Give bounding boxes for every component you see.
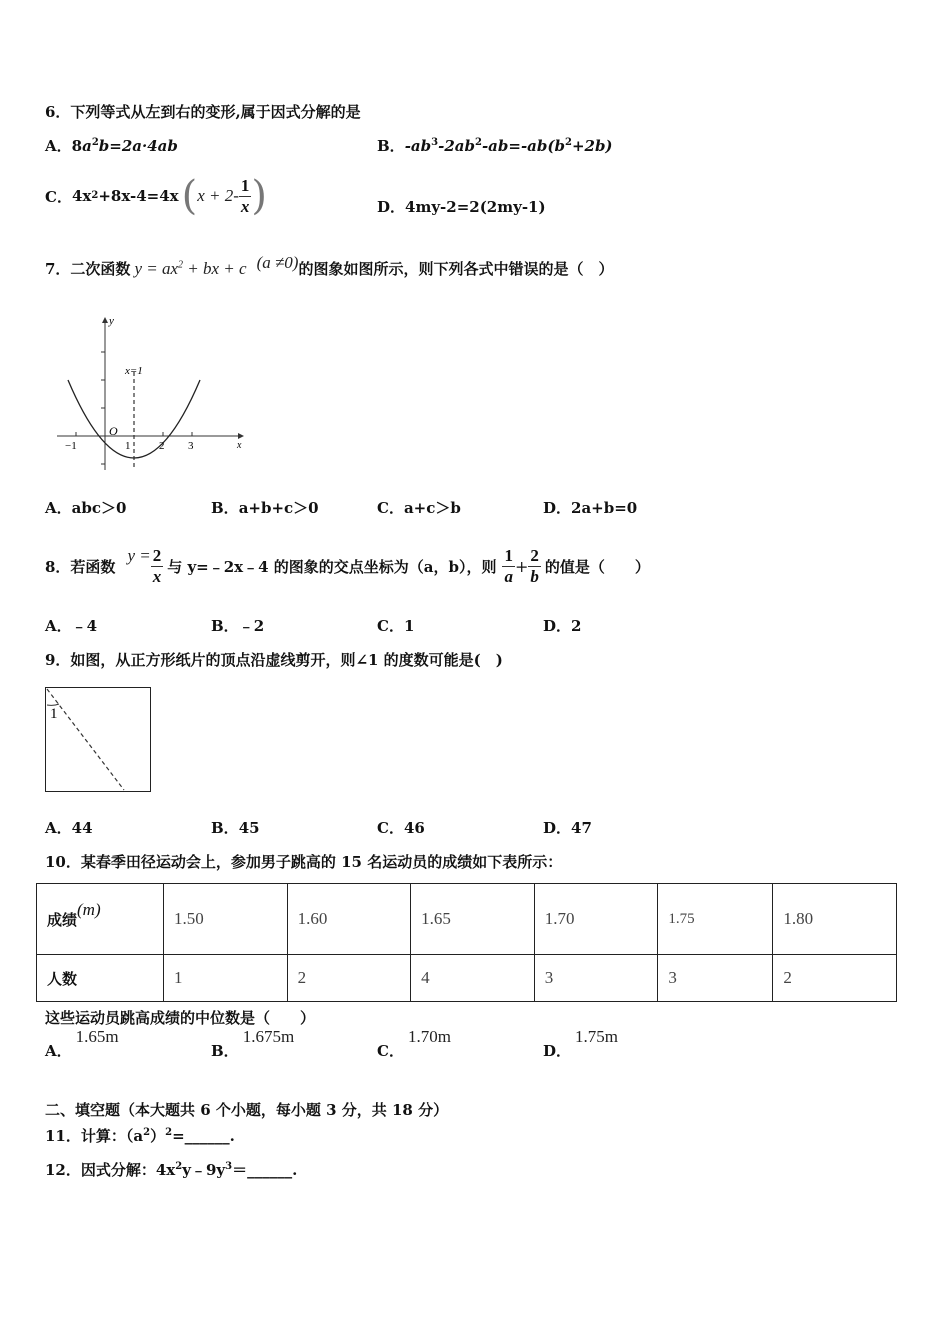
q9-option-a: A．44: [45, 819, 93, 837]
q8-option-a: A．﹣4: [45, 617, 98, 635]
table-cell: 1.65: [411, 884, 535, 955]
q11: 11．计算：$(a^2)^2=\_\_\_\_\_\_$.: [45, 1127, 235, 1145]
graph-y-label: y: [109, 315, 114, 327]
table-cell: 2: [287, 955, 411, 1002]
table-cell: 1.80: [773, 884, 897, 955]
table-cell: 1.70: [534, 884, 658, 955]
q8-fraction: $\frac{2}{x}$: [152, 545, 162, 586]
graph-x-label: x: [237, 440, 242, 451]
q9-option-c: C．46: [377, 819, 425, 837]
q8-stem: 8．若函数 y = $\frac{2}{x}$ 与 y=﹣2x﹣4 的图象的交点坐标为（a，b），则 $\frac{1}{a}$ + $\frac{2}{b}$ 的值是（ ）: [45, 545, 650, 586]
graph-tick-label: 2: [159, 440, 165, 452]
q7-formula: $y = ax^2$ + bx + c: [134, 258, 247, 278]
q12: 12．因式分解：$4x^2y﹣9y^3=\_\_\_\_\_\_$.: [45, 1161, 298, 1179]
parabola-curve: [68, 380, 200, 458]
q7-option-a: A．abc＞0: [45, 499, 127, 517]
table-header-count: 人数: [37, 955, 164, 1002]
table-cell: 3: [658, 955, 773, 1002]
q6-c-fraction: $\frac{1}{x}$: [240, 175, 250, 216]
graph-origin-label: O: [109, 424, 118, 438]
graph-tick-label: −1: [65, 440, 77, 452]
q8-option-d: D．2: [543, 617, 582, 635]
q7-stem: 7．二次函数 $y = ax^2$ + bx + c (a ≠0) 的图象如图所示，则下列各式中错误的是（ ）: [45, 252, 614, 278]
q10-option-b: B． 1.675m: [211, 1027, 295, 1060]
q6-option-b: B．$-ab^3-2ab^2-ab=-ab(b^2+2b)$: [377, 137, 613, 155]
q10-option-a: A． 1.65m: [45, 1027, 119, 1060]
q6-option-a: A．$8a^2b=2a\cdot 4ab$: [45, 137, 178, 155]
table-cell: 4: [411, 955, 535, 1002]
q9-option-b: B．45: [211, 819, 260, 837]
q8-option-c: C．1: [377, 617, 415, 635]
q8-y-equals: y =: [127, 546, 151, 565]
q7-condition: (a ≠0): [256, 252, 299, 272]
section2-title: 二、填空题（本大题共 6 个小题，每小题 3 分，共 18 分）: [45, 1101, 449, 1119]
q10-option-c: C． 1.70m: [377, 1027, 451, 1060]
q9-stem: 9．如图，从正方形纸片的顶点沿虚线剪开，则∠1 的度数可能是( ): [45, 651, 503, 669]
q9-square-figure: [45, 687, 151, 792]
angle-label: 1: [50, 706, 58, 722]
table-cell: 1: [164, 955, 288, 1002]
graph-tick-label: 1: [125, 440, 131, 452]
graph-symmetry-label: x=1: [125, 365, 143, 377]
table-cell: 2: [773, 955, 897, 1002]
table-cell: 1.60: [287, 884, 411, 955]
q6-option-d: D．4my-2=2(2my-1): [377, 198, 546, 216]
q6-c-expression: x + 2-: [197, 186, 239, 205]
q7-parabola-graph: [55, 312, 255, 472]
q6-option-c: C． 4x 2 +8x-4=4x ( x + 2- $\frac{1}{x}$ ): [45, 173, 268, 219]
table-row: [37, 884, 897, 955]
q8-fraction-2-over-b: $\frac{2}{b}$: [530, 545, 539, 586]
q9-option-d: D．47: [543, 819, 592, 837]
table-cell: 3: [534, 955, 658, 1002]
q10-question: 这些运动员跳高成绩的中位数是（ ）: [45, 1009, 316, 1027]
graph-tick-label: 3: [188, 440, 194, 452]
q7-option-b: B．a+b+c＞0: [211, 499, 319, 517]
q10-score-table: [36, 883, 897, 1002]
q8-option-b: B．﹣2: [211, 617, 265, 635]
q6-stem: 6．下列等式从左到右的变形,属于因式分解的是: [45, 103, 361, 121]
table-cell: 1.50: [164, 884, 288, 955]
table-header-score: 成绩(m): [37, 884, 164, 955]
q8-fraction-1-over-a: $\frac{1}{a}$: [504, 545, 513, 586]
q7-option-d: D．2a+b=0: [543, 499, 638, 517]
q7-option-c: C．a+c＞b: [377, 499, 461, 517]
q10-option-d: D． 1.75m: [543, 1027, 618, 1060]
table-row: [37, 955, 897, 1002]
table-cell: 1.75: [658, 884, 773, 955]
q10-stem: 10．某春季田径运动会上，参加男子跳高的 15 名运动员的成绩如下表所示：: [45, 853, 563, 871]
